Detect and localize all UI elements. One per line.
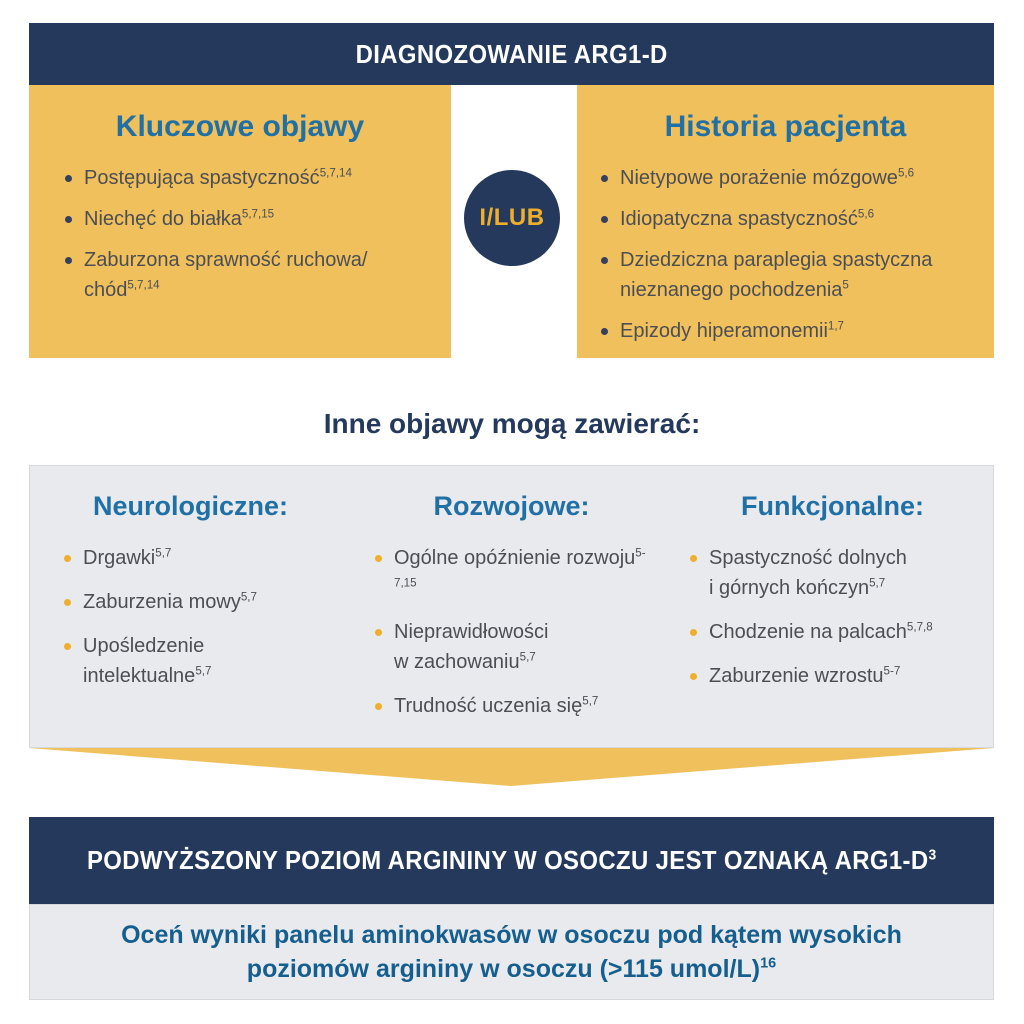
list-item [65,245,435,305]
bottom-banner-title [87,845,937,876]
reference-superscript: 5,7 [240,590,257,604]
item-text: Zaburzona sprawność ruchowa/ chód [84,249,368,301]
list-item-text [84,204,274,234]
list-item-text [620,204,874,234]
developmental-list [351,543,672,721]
plasma-arginine-note-box [29,904,994,1000]
reference-superscript: 5,7,14 [127,278,160,292]
bullet-icon [375,629,382,636]
down-arrow-icon [29,748,994,786]
bullet-icon [65,175,72,182]
patient-history-box [577,85,994,358]
list-item [690,543,979,603]
item-text: Niechęć do białka [84,208,242,230]
list-item [375,543,648,603]
patient-history-list [577,163,994,346]
neurologic-column [30,490,351,747]
bottom-banner-text: PODWYŻSZONY POZIOM ARGININY W OSOCZU JEST OZNAKĄ ARG1-D [86,845,929,875]
developmental-column [351,490,672,747]
list-item-text [709,661,900,691]
bullet-icon [690,555,697,562]
reference-superscript: 5,7 [582,694,599,708]
list-item [65,163,435,193]
list-item-text [394,691,598,721]
item-text: Epizody hiperamonemii [620,320,828,342]
reference-superscript: 5,6 [857,207,875,221]
reference-superscript: 5-7 [883,664,901,678]
list-item-text [620,163,914,193]
item-text: Zaburzenie wzrostu [709,665,884,687]
bullet-icon [65,216,72,223]
item-text: Postępująca spastyczność [84,167,320,189]
list-item-text [709,543,979,603]
reference-superscript: 5,7,15 [241,207,275,221]
item-text: Dziedziczna paraplegia spastyczna nieznanego pochodzenia [620,249,933,301]
item-text: Ogólne opóźnienie rozwoju [394,547,636,569]
reference-superscript: 5,6 [897,166,915,180]
item-text: Spastyczność dolnych i górnych kończyn [709,547,907,599]
top-banner-title: DIAGNOZOWANIE ARG1-D [355,38,668,69]
list-item-text [84,163,352,193]
list-item-text [84,245,435,305]
item-text: Upośledzenie intelektualne [83,635,205,687]
reference-superscript: 5,7 [869,576,886,590]
reference-superscript: 16 [760,955,777,972]
list-item [64,587,323,617]
item-text: Idiopatyczna spastyczność [620,208,858,230]
item-text: Trudność uczenia się [394,695,583,717]
bullet-icon [375,703,382,710]
key-symptoms-list [29,163,451,305]
functional-column [672,490,993,747]
item-text: Chodzenie na palcach [709,621,907,643]
bullet-icon [601,175,608,182]
reference-superscript: 5-7,15 [394,546,646,590]
reference-superscript: 5,7,14 [319,166,352,180]
reference-superscript: 5,7,8 [906,620,933,634]
item-text: Nieprawidłowości w zachowaniu [394,621,549,673]
list-item-text [394,617,648,677]
list-item [65,204,435,234]
and-or-label: I/LUB [479,204,545,231]
list-item-text [620,245,984,305]
reference-superscript: 1,7 [827,319,845,333]
bullet-icon [601,216,608,223]
key-symptoms-title: Kluczowe objawy [115,110,365,143]
bullet-icon [65,257,72,264]
list-item-text [83,631,323,691]
reference-superscript: 3 [928,846,937,864]
list-item [601,204,984,234]
bottom-banner [29,817,994,904]
list-item [690,661,979,691]
bullet-icon [690,673,697,680]
plasma-arginine-note [72,918,952,986]
reference-superscript: 5,7 [195,664,212,678]
reference-superscript: 5 [842,278,849,292]
reference-superscript: 5,7 [519,650,536,664]
item-text: Nietypowe porażenie mózgowe [620,167,898,189]
bullet-icon [64,643,71,650]
list-item [375,617,648,677]
functional-list [672,543,993,691]
bullet-icon [601,328,608,335]
item-text: Drgawki [83,547,156,569]
item-text: Zaburzenia mowy [83,591,241,613]
list-item [64,543,323,573]
bullet-icon [601,257,608,264]
list-item [601,163,984,193]
list-item [601,245,984,305]
bullet-icon [64,599,71,606]
other-symptoms-panel [29,465,994,748]
patient-history-title: Historia pacjenta [664,110,907,143]
bullet-icon [690,629,697,636]
functional-column-title: Funkcjonalne: [740,491,924,521]
list-item [375,691,648,721]
list-item-text [620,316,844,346]
list-item [690,617,979,647]
bullet-icon [64,555,71,562]
reference-superscript: 5,7 [155,546,172,560]
other-symptoms-heading: Inne objawy mogą zawierać: [323,408,701,439]
and-or-connector-circle [464,170,560,266]
list-item-text [394,543,648,603]
list-item [64,631,323,691]
list-item [601,316,984,346]
key-symptoms-box [29,85,451,358]
list-item-text [709,617,933,647]
note-text: Oceń wyniki panelu aminokwasów w osoczu pod kątem wysokich poziomów argininy w osoczu (>115 umol/L) [121,921,902,983]
list-item-text [83,587,257,617]
neurologic-column-title: Neurologiczne: [92,491,288,521]
neurologic-list [30,543,351,691]
top-banner [29,23,994,85]
bullet-icon [375,555,382,562]
list-item-text [83,543,171,573]
developmental-column-title: Rozwojowe: [433,491,590,521]
